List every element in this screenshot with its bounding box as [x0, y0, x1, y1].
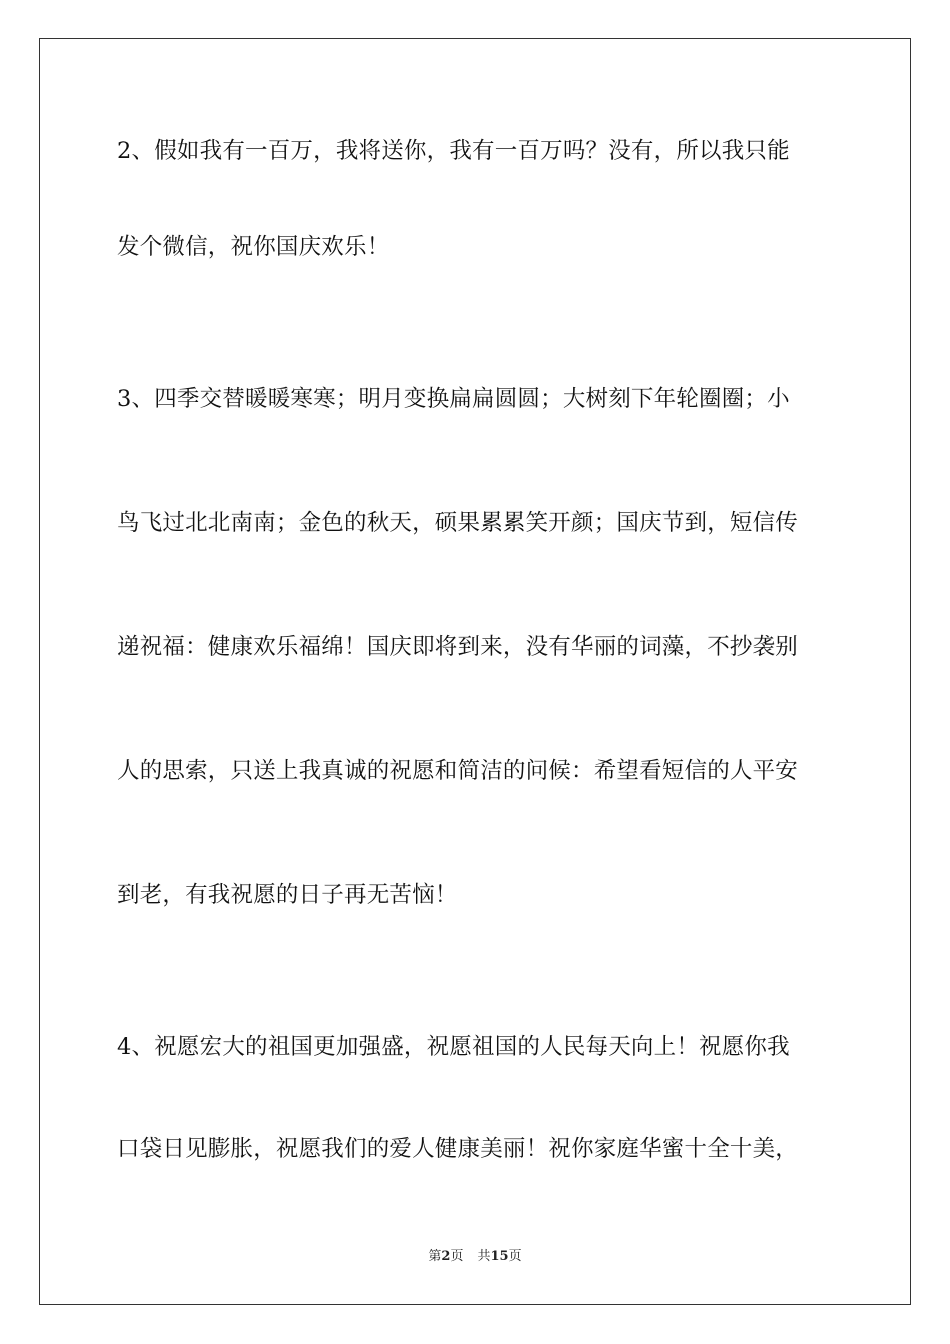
page-suffix: 页 — [450, 1249, 464, 1264]
text-line-9: 口袋日见膨胀，祝愿我们的爱人健康美丽！祝你家庭华蜜十全十美， — [117, 1136, 799, 1162]
total-prefix: 共 — [477, 1249, 491, 1264]
text-line-2: 发个微信，祝你国庆欢乐！ — [117, 234, 390, 260]
text-line-5: 递祝福：健康欢乐福绵！国庆即将到来，没有华丽的词藻，不抄袭别 — [117, 634, 799, 660]
page-prefix: 第 — [428, 1249, 442, 1264]
text-line-8: 4、祝愿宏大的祖国更加强盛，祝愿祖国的人民每天向上！祝愿你我 — [117, 1034, 790, 1060]
page-footer — [0, 1248, 950, 1266]
text-line-6: 人的思索，只送上我真诚的祝愿和简洁的问候：希望看短信的人平安 — [117, 758, 799, 784]
text-line-4: 鸟飞过北北南南；金色的秋天，硕果累累笑开颜；国庆节到，短信传 — [117, 510, 799, 536]
total-pages: 15 — [490, 1249, 509, 1264]
text-line-1: 2、假如我有一百万，我将送你，我有一百万吗？没有，所以我只能 — [117, 138, 790, 164]
total-suffix: 页 — [508, 1249, 522, 1264]
page-number: 2 — [441, 1249, 451, 1264]
text-line-7: 到老，有我祝愿的日子再无苦恼！ — [117, 882, 458, 908]
page-border — [39, 38, 911, 1305]
text-line-3: 3、四季交替暖暖寒寒；明月变换扁扁圆圆；大树刻下年轮圈圈；小 — [117, 386, 790, 412]
